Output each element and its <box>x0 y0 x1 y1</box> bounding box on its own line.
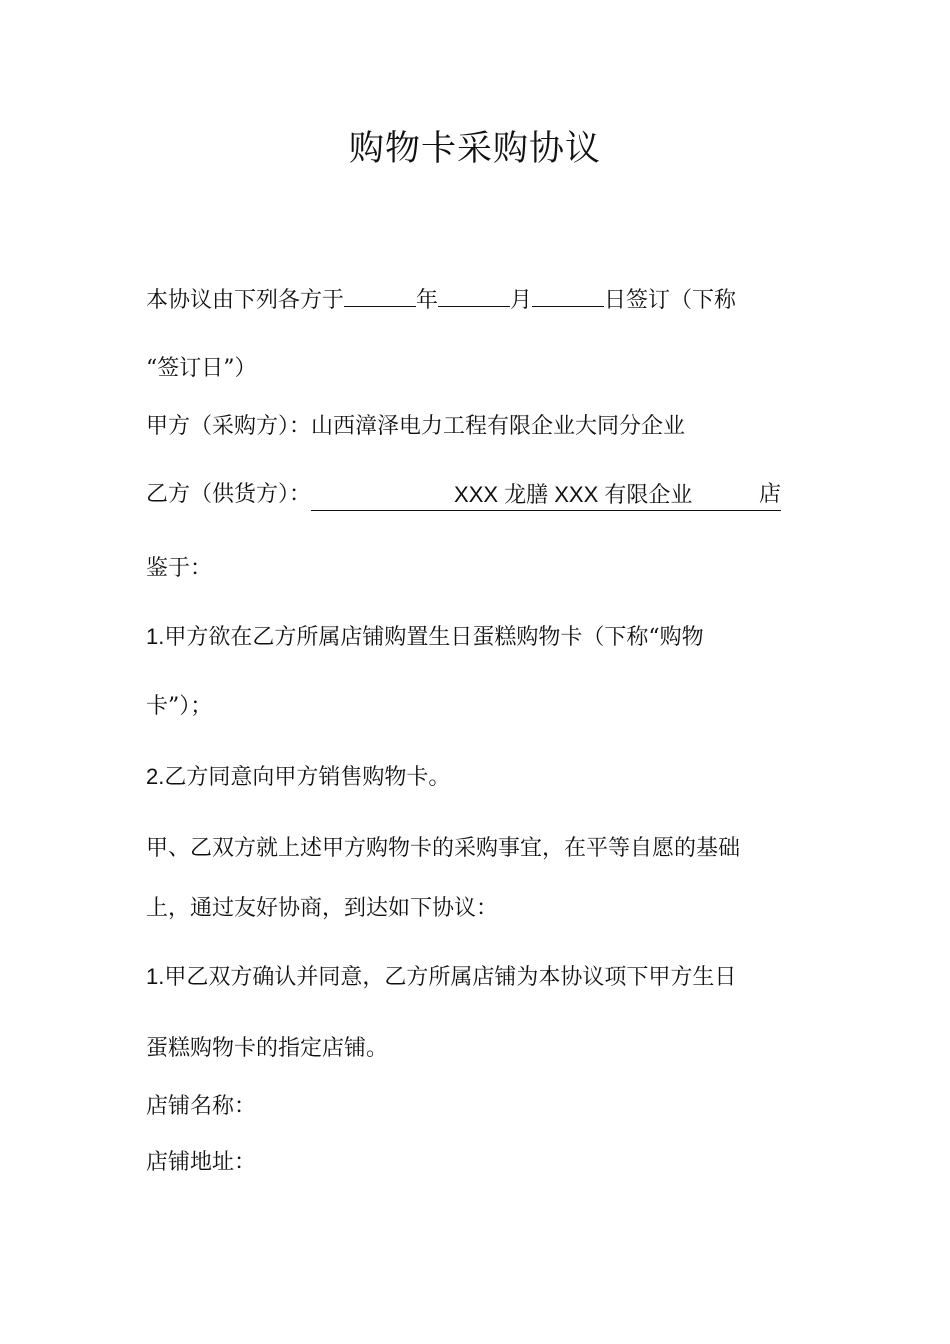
whereas-1-number: 1. <box>146 624 165 649</box>
document-title: 购物卡采购协议 <box>348 129 601 169</box>
store-name-label: 店铺名称： <box>146 1094 257 1119</box>
intro-year: 年 <box>416 288 439 313</box>
supplier-suffix: 店 <box>759 482 782 507</box>
month-blank <box>438 284 510 307</box>
clause-1 <box>146 962 736 993</box>
intro-lead: 本协议由下列各方于 <box>146 288 345 313</box>
supplier-name: XXX 龙膳 XXX 有限企业 <box>454 482 693 507</box>
clause-1-cont: 蛋糕购物卡的指定店铺。 <box>146 1036 389 1061</box>
party-b-line <box>146 480 781 511</box>
store-address-label: 店铺地址： <box>146 1150 257 1175</box>
year-blank <box>344 284 416 307</box>
whereas-1-text: 甲方欲在乙方所属店铺购置生日蛋糕购物卡（下称“购物 <box>164 625 704 650</box>
clause-1-number: 1. <box>146 964 165 989</box>
whereas-2-number: 2. <box>146 764 165 789</box>
clause-1-text: 甲乙双方确认并同意，乙方所属店铺为本协议项下甲方生日 <box>164 965 737 990</box>
whereas-2-text: 乙方同意向甲方销售购物卡。 <box>164 765 451 790</box>
intro-cont: “签订日”） <box>146 356 257 381</box>
day-blank <box>532 284 604 307</box>
preamble-line: 甲、乙双方就上述甲方购物卡的采购事宜，在平等自愿的基础 <box>146 836 741 861</box>
intro-month: 月 <box>510 288 533 313</box>
whereas-item-1 <box>146 622 704 653</box>
party-b-label: 乙方（供货方）： <box>146 482 312 507</box>
preamble-cont: 上，通过友好协商，到达如下协议： <box>146 896 499 921</box>
whereas-item-2 <box>146 762 450 793</box>
intro-day-tail: 日签订（下称 <box>604 288 737 313</box>
supplier-blank <box>311 480 781 511</box>
party-a-line: 甲方（采购方）：山西漳泽电力工程有限企业大同分企业 <box>146 414 686 439</box>
whereas-1-cont: 卡”）； <box>146 694 213 719</box>
whereas-heading: 鉴于： <box>146 556 213 581</box>
intro-line <box>146 284 736 316</box>
